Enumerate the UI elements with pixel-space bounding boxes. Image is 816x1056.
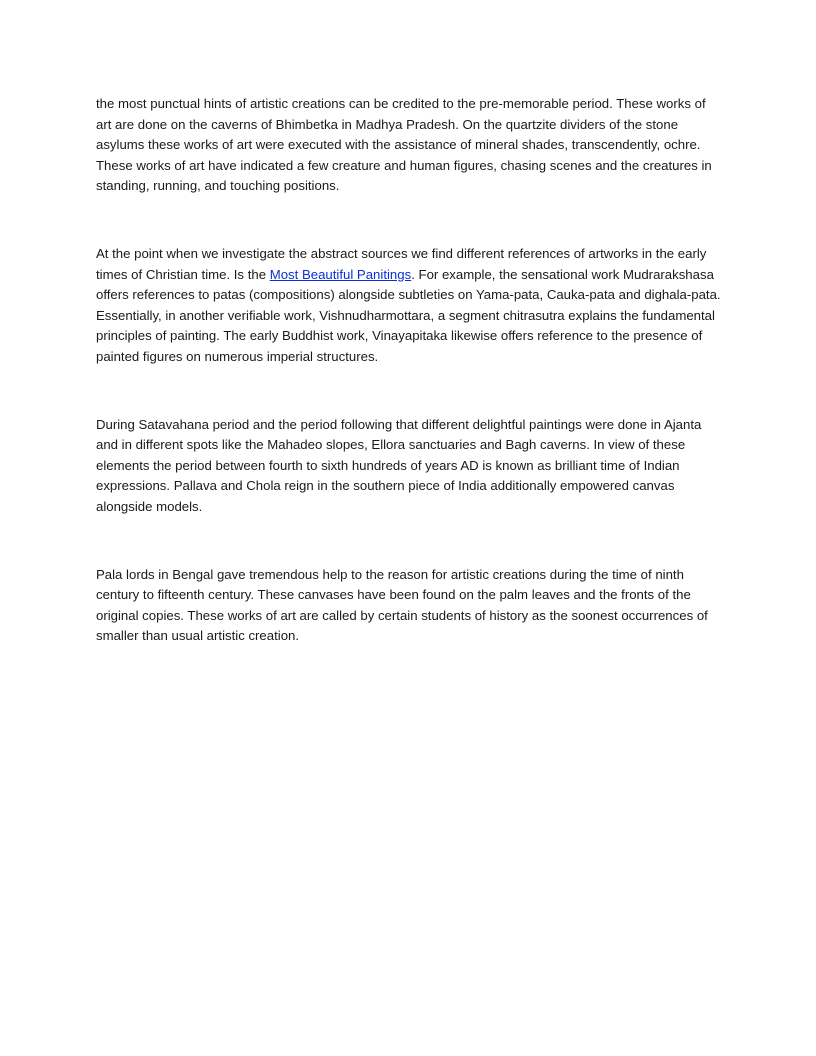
- paragraph-literary-sources: [96, 244, 722, 368]
- most-beautiful-paintings-link[interactable]: Most Beautiful Panitings: [269, 266, 412, 282]
- document-body: [96, 94, 722, 694]
- paragraph-satavahana: During Satavahana period and the period following that different delightful paintings were done in Ajanta and in different spots like the Mahadeo slopes, Ellora sanctuaries and Bagh caverns. In view of these elements the period between fourth to sixth hundreds of years AD is known as brilliant time of Indian expressions. Pallava and Chola reign in the southern piece of India additionally empowered canvas alongside models.: [96, 416, 702, 514]
- paragraph-text-after-link: . For example, the sensational work Mudrarakshasa offers references to patas (compositions) alongside subtleties on Yama-pata, Cauka-pata and dighala-pata. Essentially, in another verifiable work, Vishnudharmottara, a segment chitrasutra explains the fundamental principles of painting. The early Buddhist work, Vinayapitaka likewise offers reference to the presence of painted figures on numerous imperial structures.: [96, 266, 721, 364]
- paragraph-pala: Pala lords in Bengal gave tremendous help to the reason for artistic creations during the time of ninth century to fifteenth century. These canvases have been found on the palm leaves and the fronts of the original copies. These works of art are called by certain students of history as the soonest occurrences of smaller than usual artistic creation.: [96, 566, 708, 644]
- paragraph-text-before-link: At the point when we investigate the abstract sources we find different references of artworks in the early times of Christian time. Is the: [96, 245, 707, 282]
- paragraph-prehistoric: the most punctual hints of artistic creations can be credited to the pre-memorable period. These works of art are done on the caverns of Bhimbetka in Madhya Pradesh. On the quartzite dividers of the stone asylums these works of art were executed with the assistance of mineral shades, transcendently, ochre. These works of art have indicated a few creature and human figures, chasing scenes and the creatures in standing, running, and touching positions.: [96, 96, 712, 194]
